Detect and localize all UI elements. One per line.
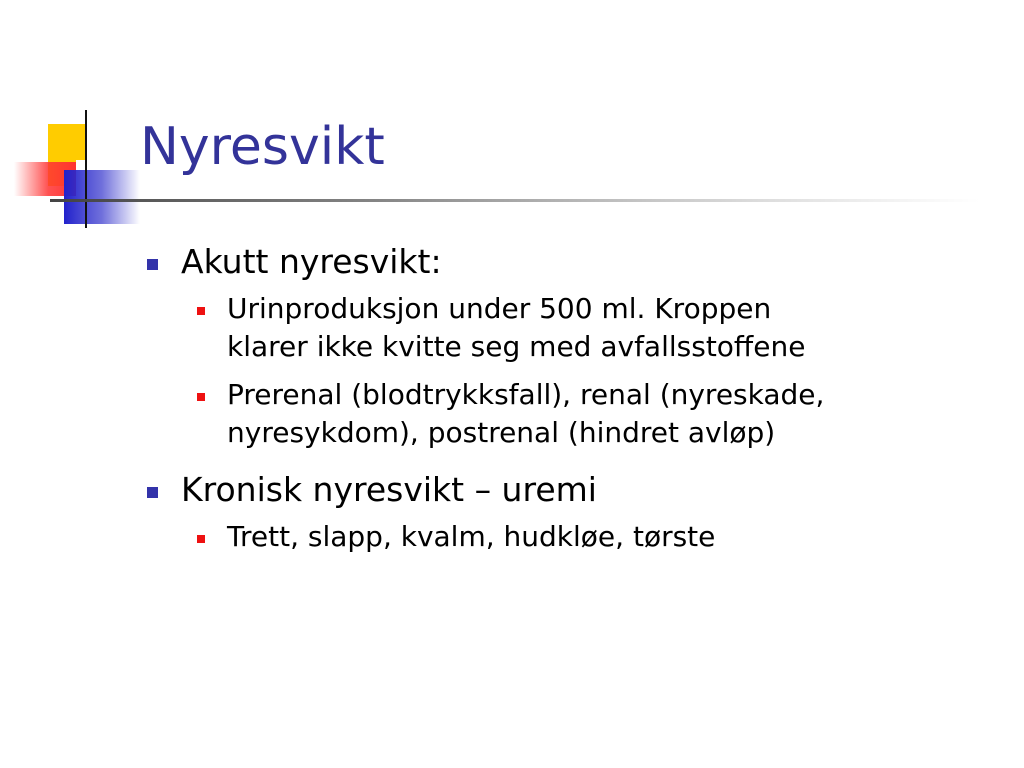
bullet-item-acute xyxy=(145,238,1005,452)
slide-title: Nyresvikt xyxy=(140,117,385,177)
square-bullet-icon xyxy=(197,535,205,543)
bullet-list xyxy=(145,238,1005,570)
sub-bullet-list xyxy=(181,290,1005,452)
deco-yellow-square-2 xyxy=(76,124,86,160)
deco-blue-bar xyxy=(64,170,140,224)
sub-bullet-list xyxy=(181,518,1005,556)
sub-bullet-item xyxy=(181,290,1005,366)
square-bullet-icon xyxy=(197,393,205,401)
sub-bullet-line: Prerenal (blodtrykksfall), renal (nyreskade, xyxy=(227,378,825,411)
sub-bullet-line: Urinproduksjon under 500 ml. Kroppen xyxy=(227,292,772,325)
bullet-text: Kronisk nyresvikt – uremi xyxy=(181,470,597,509)
square-bullet-icon xyxy=(147,487,158,498)
sub-bullet-item xyxy=(181,376,1005,452)
square-bullet-icon xyxy=(147,259,158,270)
sub-bullet-line: klarer ikke kvitte seg med avfallsstoffene xyxy=(227,330,806,363)
bullet-text: Akutt nyresvikt: xyxy=(181,242,442,281)
square-bullet-icon xyxy=(197,307,205,315)
sub-bullet-line: nyresykdom), postrenal (hindret avløp) xyxy=(227,416,776,449)
bullet-item-chronic xyxy=(145,466,1005,556)
title-underline xyxy=(50,199,980,202)
sub-bullet-line: Trett, slapp, kvalm, hudkløe, tørste xyxy=(227,520,716,553)
sub-bullet-item xyxy=(181,518,1005,556)
